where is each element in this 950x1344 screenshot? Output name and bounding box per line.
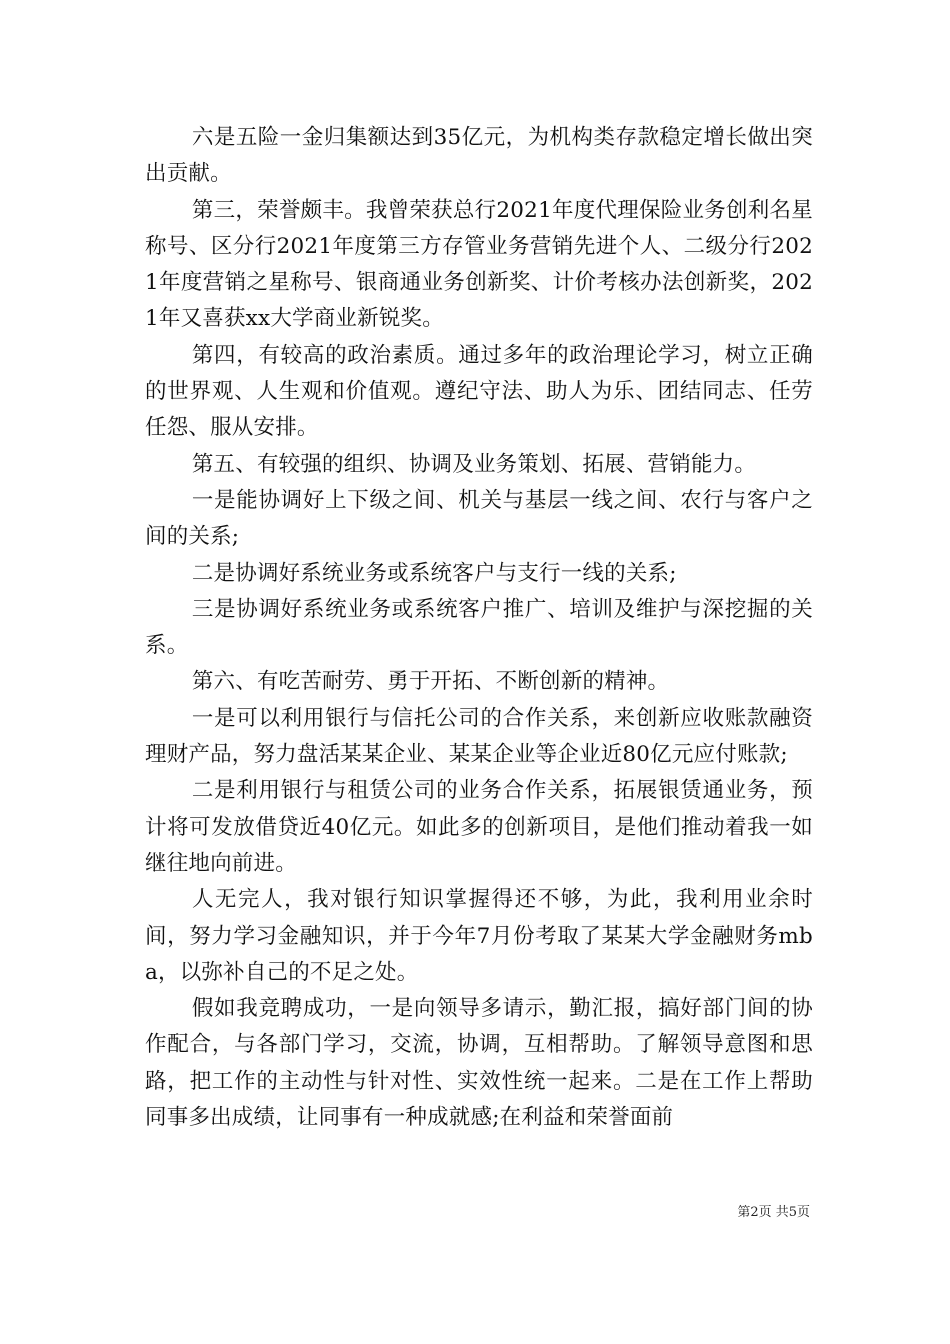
paragraph-8: 第六、有吃苦耐劳、勇于开拓、不断创新的精神。 <box>191 669 670 695</box>
paragraph-11: 人无完人，我对银行知识掌握得还不够，为此，我利用业余时间，努力学习金融知识，并于今年7月份考取了某某大学金融财务mba，以弥补自己的不足之处。 <box>145 887 813 985</box>
paragraph-4: 第五、有较强的组织、协调及业务策划、拓展、营销能力。 <box>191 451 757 477</box>
paragraph-2: 第三，荣誉颇丰。我曾荣获总行2021年度代理保险业务创利名星称号、区分行2021年度第三方存管业务营销先进个人、二级分行2021年度营销之星称号、银商通业务创新奖、计价考核办法创新奖，2021年又喜获xx大学商业新锐奖。 <box>145 197 813 332</box>
paragraph-1: 六是五险一金归集额达到35亿元，为机构类存款稳定增长做出突出贡献。 <box>145 125 813 187</box>
page-number-footer: 第2页 共5页 <box>737 1205 810 1220</box>
document-body <box>145 120 813 1136</box>
paragraph-6: 二是协调好系统业务或系统客户与支行一线的关系; <box>191 560 677 586</box>
paragraph-3: 第四，有较高的政治素质。通过多年的政治理论学习，树立正确的世界观、人生观和价值观。遵纪守法、助人为乐、团结同志、任劳任怨、服从安排。 <box>145 342 813 441</box>
paragraph-9: 一是可以利用银行与信托公司的合作关系，来创新应收账款融资理财产品，努力盘活某某企业、某某企业等企业近80亿元应付账款; <box>145 705 813 768</box>
paragraph-7: 三是协调好系统业务或系统客户推广、培训及维护与深挖掘的关系。 <box>145 596 813 659</box>
paragraph-10: 二是利用银行与租赁公司的业务合作关系，拓展银赁通业务，预计将可发放借贷近40亿元。如此多的创新项目，是他们推动着我一如继往地向前进。 <box>145 778 813 876</box>
paragraph-5: 一是能协调好上下级之间、机关与基层一线之间、农行与客户之间的关系; <box>145 487 813 550</box>
paragraph-12: 假如我竞聘成功，一是向领导多请示，勤汇报，搞好部门间的协作配合，与各部门学习，交流，协调，互相帮助。了解领导意图和思路，把工作的主动性与针对性、实效性统一起来。二是在工作上帮助同事多出成绩，让同事有一种成就感;在利益和荣誉面前 <box>145 996 813 1131</box>
